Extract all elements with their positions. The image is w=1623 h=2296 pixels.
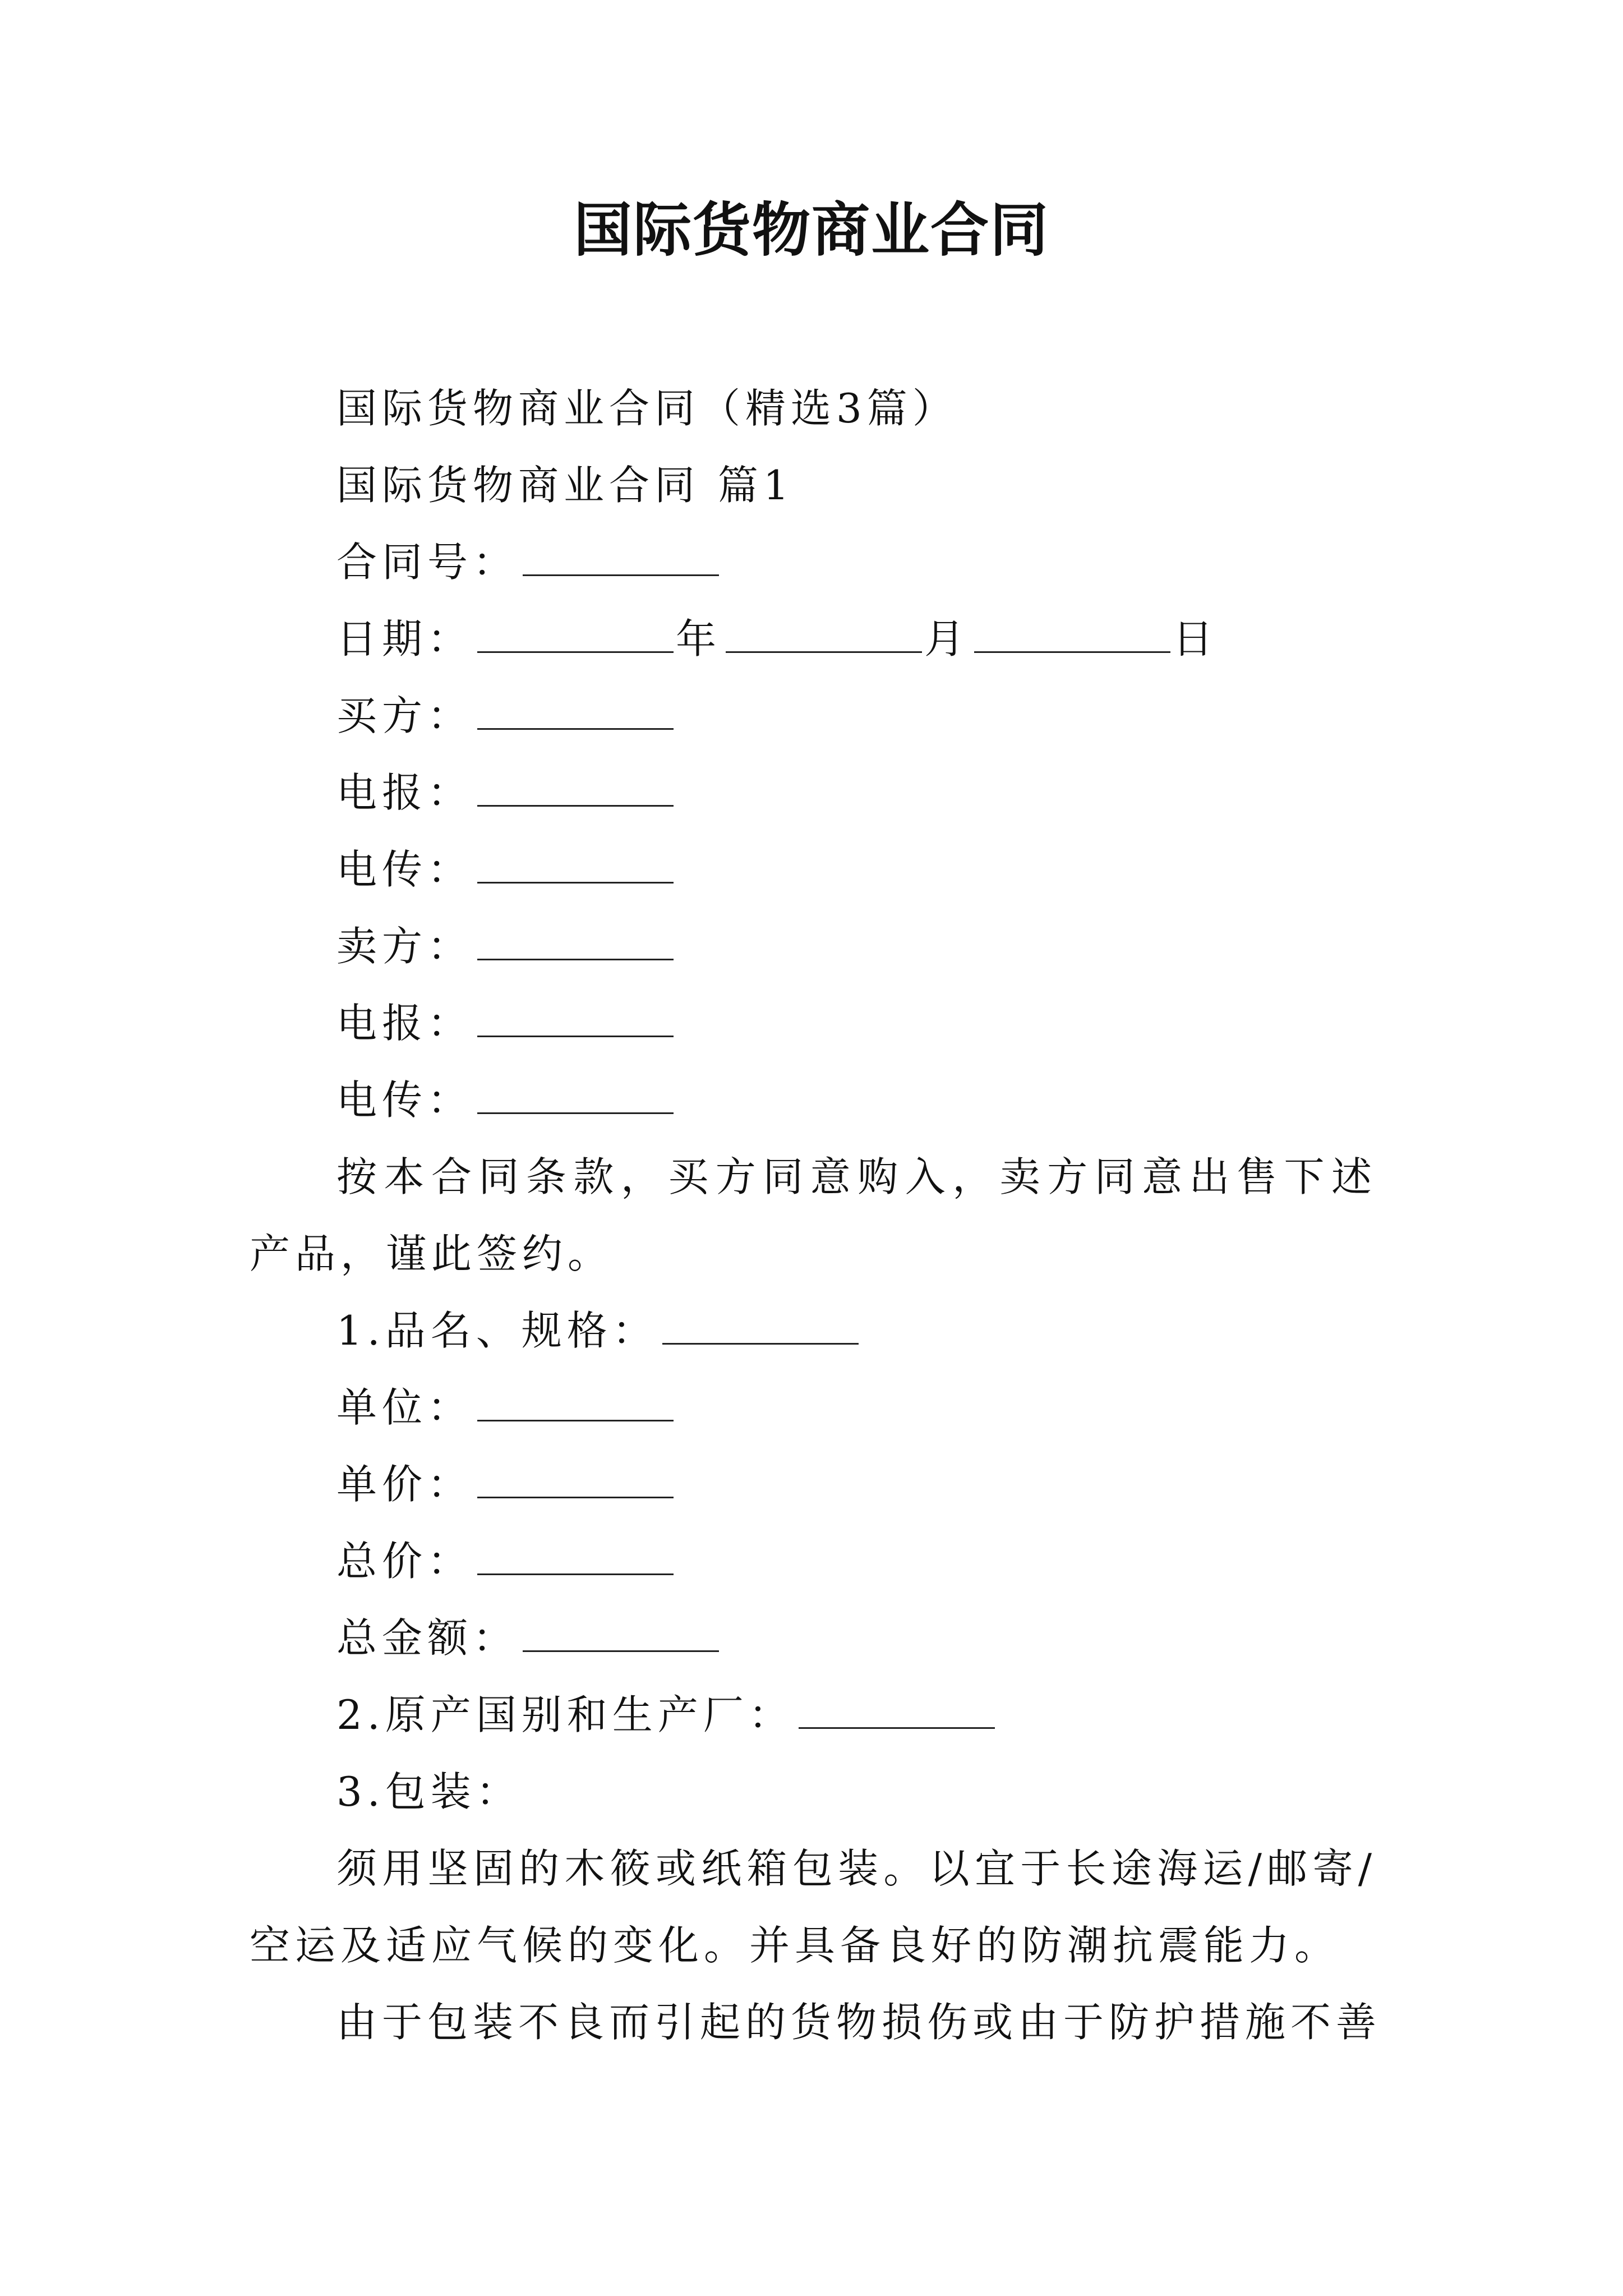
- buyer-telegram-label: 电报：: [336, 769, 473, 816]
- unit-price-field: [250, 1446, 1377, 1523]
- total-amount-blank[interactable]: [523, 1616, 719, 1652]
- section-heading: 国际货物商业合同 篇1: [336, 462, 794, 509]
- unit-label: 单位：: [336, 1384, 473, 1431]
- buyer-label: 买方：: [336, 692, 473, 739]
- item2-label: 2.原产国别和生产厂：: [336, 1691, 794, 1738]
- seller-telegram-field: [250, 985, 1377, 1062]
- buyer-blank[interactable]: [477, 693, 674, 730]
- seller-field: [250, 908, 1377, 985]
- unit-blank[interactable]: [477, 1385, 674, 1421]
- item2-field: [250, 1677, 1377, 1754]
- item2-blank[interactable]: [799, 1692, 995, 1729]
- date-label: 日期：: [336, 615, 473, 662]
- contract-number-label: 合同号：: [336, 539, 519, 586]
- total-amount-label: 总金额：: [336, 1614, 519, 1662]
- unit-field: [250, 1369, 1377, 1446]
- unit-price-label: 单价：: [336, 1461, 473, 1508]
- month-blank[interactable]: [726, 616, 922, 653]
- seller-label: 卖方：: [336, 923, 473, 970]
- total-price-field: [250, 1523, 1377, 1600]
- seller-fax-field: [250, 1062, 1377, 1139]
- damage-paragraph: 由于包装不良而引起的货物损伤或由于防护措施不善: [336, 1999, 1382, 2046]
- subtitle-line: 国际货物商业合同（精选3篇）: [336, 385, 958, 432]
- contract-number-field: [250, 524, 1377, 601]
- item1-blank[interactable]: [662, 1308, 859, 1345]
- seller-fax-blank[interactable]: [477, 1078, 674, 1114]
- total-price-blank[interactable]: [477, 1539, 674, 1575]
- buyer-telegram-field: [250, 754, 1377, 831]
- month-label: 月: [924, 615, 970, 662]
- total-price-label: 总价：: [336, 1538, 473, 1585]
- seller-fax-label: 电传：: [336, 1076, 473, 1124]
- buyer-fax-label: 电传：: [336, 846, 473, 893]
- contract-body: [250, 370, 1382, 2061]
- unit-price-blank[interactable]: [477, 1462, 674, 1498]
- intro-paragraph: 按本合同条款，买方同意购入，卖方同意出售下述产品，谨此签约。: [250, 1153, 1377, 1277]
- buyer-fax-blank[interactable]: [477, 847, 674, 884]
- seller-telegram-label: 电报：: [336, 1000, 473, 1047]
- date-field: [250, 601, 1377, 678]
- packing-paragraph: 须用坚固的木筱或纸箱包装。以宜于长途海运/邮寄/空运及适应气候的变化。并具备良好的防潮抗震能力。: [250, 1845, 1377, 1969]
- page-title: 国际货物商业合同: [573, 196, 1049, 264]
- item3-heading: 3.包装：: [336, 1768, 522, 1815]
- seller-blank[interactable]: [477, 924, 674, 960]
- item1-label: 1.品名、规格：: [336, 1307, 658, 1354]
- year-blank[interactable]: [477, 616, 674, 653]
- buyer-telegram-blank[interactable]: [477, 770, 674, 807]
- contract-number-blank[interactable]: [523, 540, 719, 576]
- day-label: 日: [1173, 615, 1219, 662]
- day-blank[interactable]: [974, 616, 1170, 653]
- seller-telegram-blank[interactable]: [477, 1001, 674, 1037]
- item1-field: [250, 1292, 1377, 1369]
- year-label: 年: [676, 615, 722, 662]
- buyer-field: [250, 678, 1377, 754]
- total-amount-field: [250, 1600, 1377, 1677]
- buyer-fax-field: [250, 831, 1377, 908]
